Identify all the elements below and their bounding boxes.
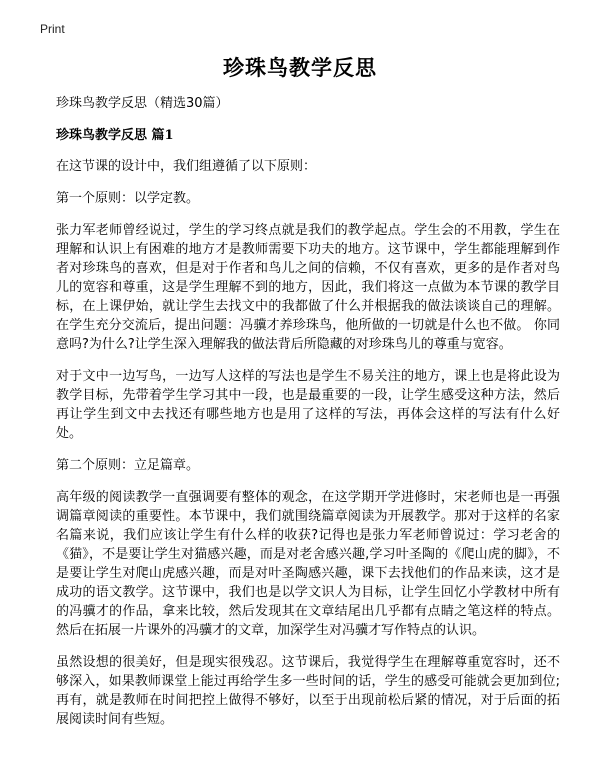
paragraph-principle-one: 第一个原则：以学定教。 (56, 191, 200, 206)
paragraph-writing-method: 对于文中一边写鸟，一边写人这样的写法也是学生不易关注的地方，课上也是将此设为教学目标，先带着学生学习其中一段，也是最重要的一段，让学生感受这种方法，然后再让学生到文中去找还有哪些地方也是用了这样的写法，再体会这样的写法有什么好处。 (56, 369, 560, 441)
document-title: 珍珠鸟教学反思 (223, 56, 377, 80)
paragraph-teaching-starting-point: 张力军老师曾经说过，学生的学习终点就是我们的教学起点。学生会的不用教，学生在理解和认识上有困难的地方才是教师需要下功夫的地方。这节课中，学生都能理解到作者对珍珠鸟的喜欢，但是对于作者和鸟儿之间的信赖，不仅有喜欢，更多的是作者对鸟儿的宽容和尊重，这是学生理解不到的地方，因此，我们将这一点做为本节课的教学目标，在上课伊始，就让学生去找文中的我都做了什么并根据我的做法谈谈自己的理解。在学生充分交流后，提出问题：冯骥才养珍珠鸟，他所做的一切就是什么也不做。 你同意吗?为什么?让学生深入理解我的做法背后所隐藏的对珍珠鸟儿的尊重与宽容。 (56, 223, 560, 352)
paragraph-chapter-reading: 高年级的阅读教学一直强调要有整体的观念，在这学期开学进修时，宋老师也是一再强调篇章阅读的重要性。本节课中，我们就围绕篇章阅读为开展教学。那对于这样的名家名篇来说，我们应该让学生有什么样的收获?记得也是张力军老师曾说过：学习老舍的《猫》，不是要让学生对猫感兴趣，而是对老舍感兴趣,学习叶圣陶的《爬山虎的脚》，不是要让学生对爬山虎感兴趣，而是对叶圣陶感兴趣，课下去找他们的作品来读，这才是成功的语文教学。这节课中，我们也是以学文识人为目标，让学生回忆小学教材中所有的冯骥才的作品，拿来比较，然后发现其在文章结尾出几乎都有点睛之笔这样的特点。然后在拓展一片课外的冯骥才的文章，加深学生对冯骥才写作特点的认识。 (56, 490, 560, 638)
print-link[interactable]: Print (40, 22, 65, 36)
paragraph-principle-two: 第二个原则：立足篇章。 (56, 458, 200, 473)
section-heading: 珍珠鸟教学反思 篇1 (56, 128, 174, 143)
document-subtitle: 珍珠鸟教学反思（精选30篇） (56, 96, 229, 111)
paragraph-intro: 在这节课的设计中，我们组遵循了以下原则： (56, 159, 317, 174)
document-body (56, 94, 560, 742)
paragraph-reflection: 虽然设想的很美好，但是现实很残忍。这节课后，我觉得学生在理解尊重宽容时，还不够深入，如果教师课堂上能过再给学生多一些时间的话，学生的感受可能就会更加到位;再有，就是教师在时间把控上做得不够好，以至于出现前松后紧的情况，对于后面的拓展阅读时间有些短。 (56, 655, 560, 727)
